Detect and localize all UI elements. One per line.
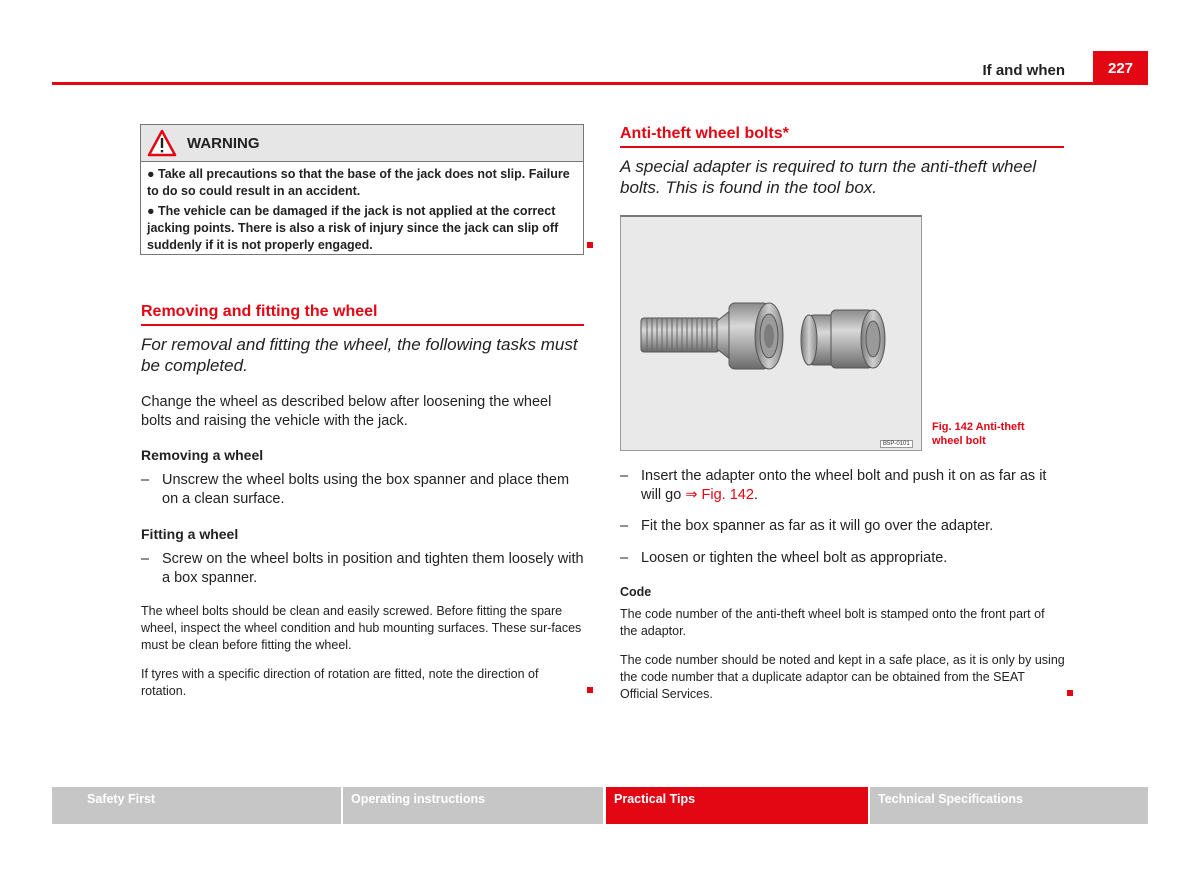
step-text-main: Insert the adapter onto the wheel bolt and push it on as far as it will go	[641, 468, 1047, 503]
header-rule	[52, 82, 1148, 85]
list-item: – Unscrew the wheel bolts using the box spanner and place them on a clean surface.	[141, 471, 586, 509]
step-text: Loosen or tighten the wheel bolt as appropriate.	[641, 550, 948, 566]
footer-tab-technical-specifications[interactable]: Technical Specifications	[870, 787, 1148, 824]
section-title: If and when	[982, 62, 1065, 79]
footer-tab-practical-tips[interactable]: Practical Tips	[606, 787, 868, 824]
lead-text: For removal and fitting the wheel, the following tasks must be completed.	[141, 335, 578, 375]
removing-heading: Removing a wheel	[141, 447, 264, 463]
end-marker	[1067, 690, 1073, 696]
code-heading: Code	[620, 585, 652, 599]
note-text: If tyres with a specific direction of rotation are fitted, note the direction of rotation.	[141, 667, 539, 698]
page-number: 227	[1093, 51, 1148, 85]
warning-header	[141, 125, 583, 162]
heading-rule	[620, 146, 1064, 148]
note-text: The wheel bolts should be clean and easily screwed. Before fitting the spare wheel, inspect the wheel condition and hub mounting surfaces. These sur-faces must be clean before fitting the wheel.	[141, 604, 582, 652]
fitting-heading: Fitting a wheel	[141, 526, 239, 542]
figure-code: B5P-0101	[880, 440, 913, 448]
heading-rule	[141, 324, 584, 326]
section-heading: Removing and fitting the wheel	[141, 303, 378, 320]
list-item: – Fit the box spanner as far as it will go over the adapter.	[620, 518, 994, 534]
footer-tab-safety-first[interactable]: Safety First	[52, 787, 341, 824]
warning-box	[140, 124, 584, 255]
figure-caption-line: wheel bolt	[932, 435, 986, 447]
list-item: – Screw on the wheel bolts in position and tighten them loosely with a box spanner.	[141, 550, 586, 588]
intro-text: Change the wheel as described below after loosening the wheel bolts and raising the vehicle with the jack.	[141, 394, 552, 429]
figure-link[interactable]: ⇒ Fig. 142	[685, 487, 754, 503]
code-text: The code number of the anti-theft wheel bolt is stamped onto the front part of the adaptor.	[620, 607, 1045, 638]
list-item: – Insert the adapter onto the wheel bolt and push it on as far as it will go ⇒ Fig. 142.	[620, 467, 1070, 505]
step-text: Unscrew the wheel bolts using the box spanner and place them on a clean surface.	[162, 472, 570, 507]
step-text	[641, 467, 1070, 505]
lead-text: A special adapter is required to turn the anti-theft wheel bolts. This is found in the tool box.	[620, 157, 1037, 197]
footer-tab-operating-instructions[interactable]: Operating instructions	[343, 787, 603, 824]
list-item: – Loosen or tighten the wheel bolt as appropriate.	[620, 550, 948, 566]
warning-title: WARNING	[187, 134, 260, 152]
step-text: Screw on the wheel bolts in position and tighten them loosely with a box spanner.	[162, 551, 584, 586]
figure-caption	[932, 420, 1024, 448]
step-text: Fit the box spanner as far as it will go over the adapter.	[641, 518, 994, 534]
figure-caption-line: Fig. 142 Anti-theft	[932, 421, 1025, 433]
end-marker	[587, 687, 593, 693]
warning-item: ● The vehicle can be damaged if the jack is not applied at the correct jacking points. There is also a risk of injury since the jack can slip off suddenly if it is not properly engaged.	[147, 204, 559, 252]
warning-item: ● Take all precautions so that the base of the jack does not slip. Failure to do so could result in an accident.	[147, 167, 570, 198]
figure-anti-theft-bolt	[620, 215, 922, 451]
section-heading: Anti-theft wheel bolts*	[620, 125, 789, 142]
step-text-end: .	[753, 487, 758, 503]
warning-triangle-icon	[147, 129, 177, 157]
code-text: The code number should be noted and kept in a safe place, as it is only by using the code number that a duplicate adaptor can be obtained from the SEAT Official Services.	[620, 653, 1065, 701]
wheel-bolt-illustration	[621, 217, 919, 449]
end-marker	[587, 242, 593, 248]
